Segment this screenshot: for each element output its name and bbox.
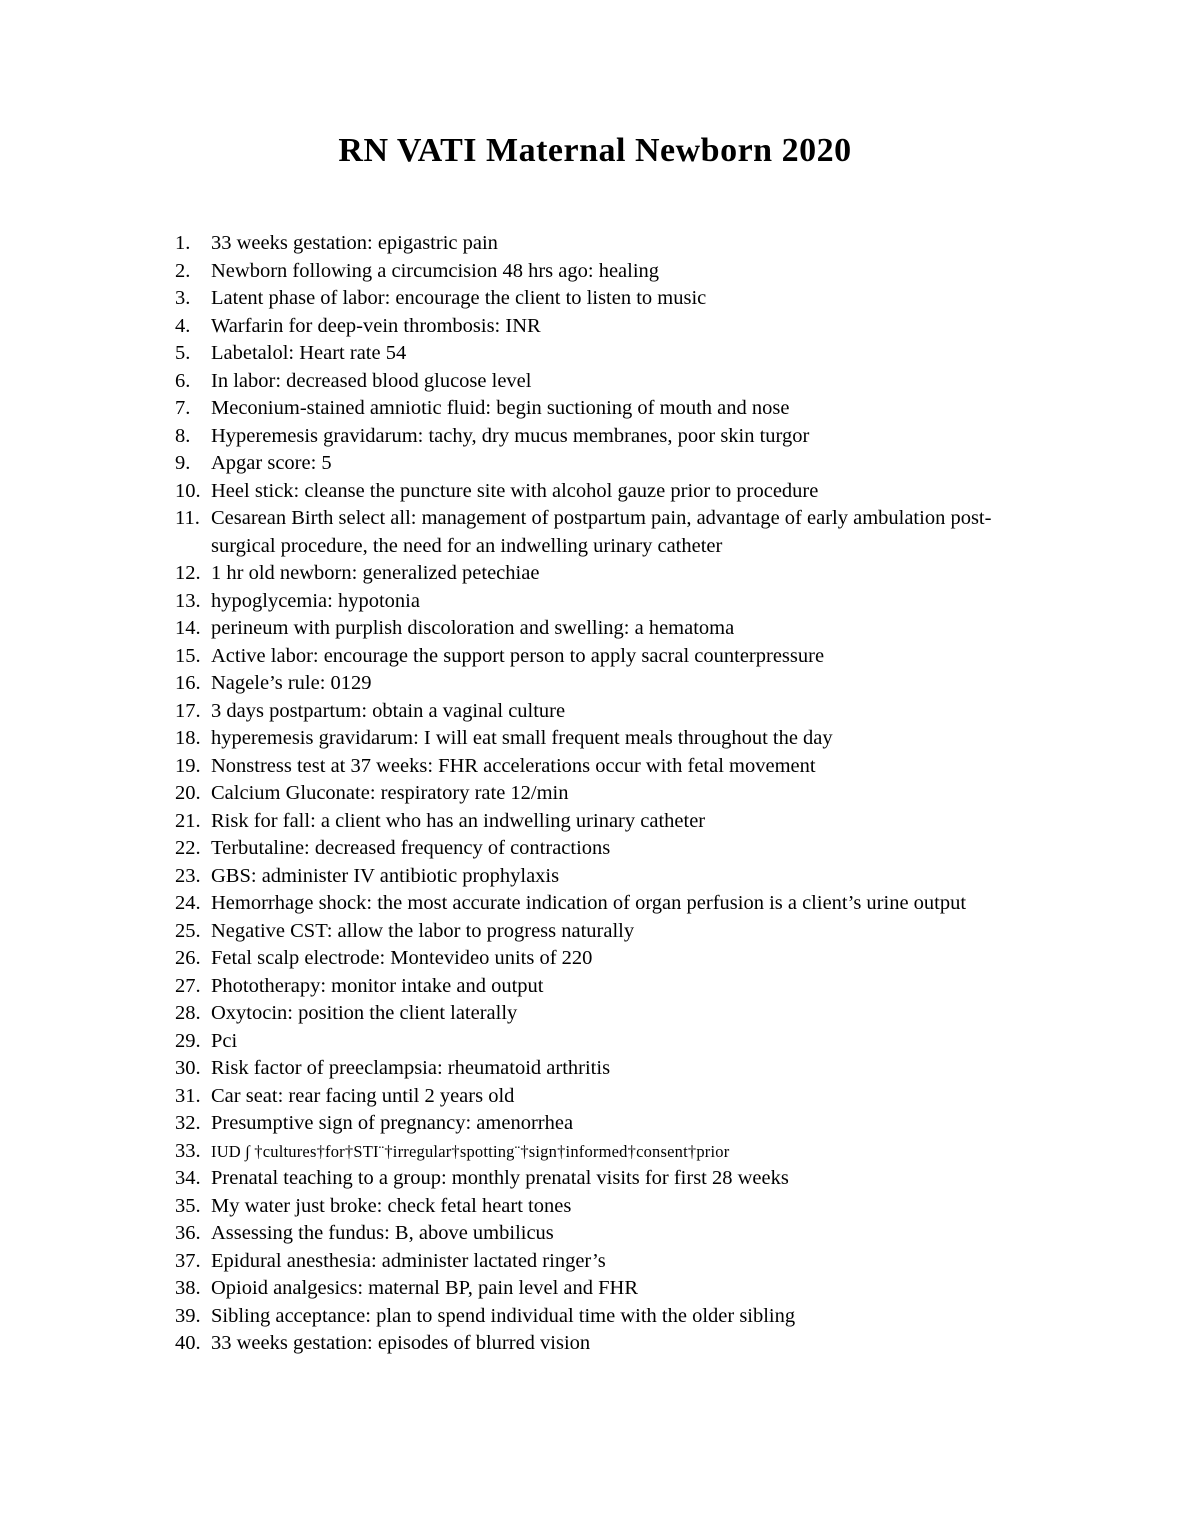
list-item-text: Oxytocin: position the client laterally <box>211 1002 518 1024</box>
list-item-number: 20. <box>175 782 201 804</box>
list-item-number: 9. <box>175 452 191 474</box>
list-item-number: 1. <box>175 232 191 254</box>
list-item <box>175 1248 1035 1276</box>
list-item-text: Active labor: encourage the support person to apply sacral counterpressure <box>211 644 825 667</box>
list-item-number: 35. <box>175 1194 201 1217</box>
list-item <box>175 1055 1035 1083</box>
list-item <box>175 753 1035 781</box>
list-item-text: Pci <box>211 1029 238 1052</box>
list-item <box>175 560 1035 588</box>
list-item <box>175 1275 1035 1303</box>
list-item-text: Hyperemesis gravidarum: tachy, dry mucus membranes, poor skin turgor <box>211 424 810 447</box>
list-item <box>175 340 1035 368</box>
list-item-text: Risk for fall: a client who has an indwelling urinary catheter <box>211 809 706 832</box>
list-item-number: 39. <box>175 1304 201 1327</box>
list-item-number: 26. <box>175 947 201 969</box>
list-item <box>175 918 1035 946</box>
list-item <box>175 368 1035 396</box>
list-item <box>175 313 1035 341</box>
list-item-number: 36. <box>175 1222 201 1244</box>
list-item-text: Negative CST: allow the labor to progress naturally <box>211 919 635 942</box>
list-item-text: Warfarin for deep-vein thrombosis: INR <box>211 314 541 337</box>
list-item <box>175 1083 1035 1111</box>
list-item-text: Prenatal teaching to a group: monthly prenatal visits for first 28 weeks <box>211 1167 789 1189</box>
list-item-number: 30. <box>175 1057 201 1079</box>
list-item-number: 40. <box>175 1332 201 1354</box>
list-item-number: 14. <box>175 617 201 639</box>
list-item-text: Nagele’s rule: 0129 <box>211 672 372 694</box>
list-item <box>175 450 1035 478</box>
list-item <box>175 835 1035 863</box>
list-item-number: 22. <box>175 837 201 859</box>
list-item-text: In labor: decreased blood glucose level <box>211 369 532 392</box>
list-item-text: Opioid analgesics: maternal BP, pain level and FHR <box>211 1277 639 1299</box>
list-item-number: 17. <box>175 699 201 722</box>
list-item <box>175 588 1035 616</box>
list-item <box>175 863 1035 891</box>
list-item-number: 28. <box>175 1002 201 1024</box>
list-item-text: Hemorrhage shock: the most accurate indication of organ perfusion is a client’s urine output <box>211 892 967 914</box>
list-item <box>175 478 1035 506</box>
list-item-text: Cesarean Birth select all: management of postpartum pain, advantage of early ambulation post-surgical procedure, the need for an indwelling urinary catheter <box>211 507 992 557</box>
list-item-number: 5. <box>175 342 191 364</box>
list-item-text: Labetalol: Heart rate 54 <box>211 342 407 364</box>
list-item-text: 33 weeks gestation: episodes of blurred vision <box>211 1332 591 1354</box>
list-item-number: 27. <box>175 974 201 997</box>
list-item-text: My water just broke: check fetal heart tones <box>211 1194 572 1217</box>
list-item-text: 1 hr old newborn: generalized petechiae <box>211 562 540 584</box>
list-item <box>175 1193 1035 1221</box>
list-item-number: 3. <box>175 287 191 309</box>
list-item <box>175 285 1035 313</box>
list-item-number: 25. <box>175 919 201 942</box>
list-item-text: Risk factor of preeclampsia: rheumatoid arthritis <box>211 1057 611 1079</box>
list-item-number: 34. <box>175 1167 201 1189</box>
list-item-text: IUD ∫ †cultures†for†STI¨†irregular†spotting¨†sign†informed†consent†prior <box>211 1141 730 1161</box>
list-item-number: 11. <box>175 507 200 529</box>
list-item <box>175 1330 1035 1358</box>
list-item-number: 32. <box>175 1112 201 1134</box>
list-item-text: Terbutaline: decreased frequency of contractions <box>211 837 611 859</box>
list-item-text: Fetal scalp electrode: Montevideo units of 220 <box>211 947 593 969</box>
list-item-text: perineum with purplish discoloration and swelling: a hematoma <box>211 617 735 639</box>
list-item <box>175 1303 1035 1331</box>
list-item-number: 16. <box>175 672 201 694</box>
list-item <box>175 890 1035 918</box>
list-item <box>175 725 1035 753</box>
list-item-number: 15. <box>175 644 201 667</box>
list-item-text: Epidural anesthesia: administer lactated ringer’s <box>211 1249 606 1272</box>
list-item-text: hyperemesis gravidarum: I will eat small frequent meals throughout the day <box>211 727 833 749</box>
list-item <box>175 643 1035 671</box>
list-item <box>175 395 1035 423</box>
list-item-number: 2. <box>175 259 191 282</box>
list-item-text: 3 days postpartum: obtain a vaginal culture <box>211 699 566 722</box>
list-item-number: 29. <box>175 1029 201 1052</box>
list-item <box>175 1138 1035 1166</box>
list-item <box>175 1165 1035 1193</box>
list-item-number: 6. <box>175 369 191 392</box>
list-item <box>175 258 1035 286</box>
list-item <box>175 808 1035 836</box>
list-item-text: Nonstress test at 37 weeks: FHR accelerations occur with fetal movement <box>211 754 816 777</box>
numbered-list <box>0 230 1190 1358</box>
list-item-number: 33. <box>175 1139 201 1162</box>
list-item-text: Calcium Gluconate: respiratory rate 12/min <box>211 782 569 804</box>
list-item-text: Newborn following a circumcision 48 hrs ago: healing <box>211 259 660 282</box>
list-item-text: 33 weeks gestation: epigastric pain <box>211 232 498 254</box>
document-title: RN VATI Maternal Newborn 2020 <box>338 132 852 169</box>
list-item-text: Car seat: rear facing until 2 years old <box>211 1084 515 1107</box>
list-item-number: 37. <box>175 1249 201 1272</box>
list-item-number: 10. <box>175 479 201 502</box>
list-item-text: Phototherapy: monitor intake and output <box>211 974 544 997</box>
list-item-text: Assessing the fundus: B, above umbilicus <box>211 1222 554 1244</box>
list-item <box>175 615 1035 643</box>
list-item-number: 24. <box>175 892 201 914</box>
list-item-number: 12. <box>175 562 201 584</box>
list-item-text: Meconium-stained amniotic fluid: begin suctioning of mouth and nose <box>211 397 790 419</box>
list-item-text: Apgar score: 5 <box>211 452 332 474</box>
list-item-number: 31. <box>175 1084 201 1107</box>
list-item-text: hypoglycemia: hypotonia <box>211 589 420 612</box>
list-item <box>175 973 1035 1001</box>
list-item-number: 7. <box>175 397 191 419</box>
list-item-number: 19. <box>175 754 201 777</box>
list-item-text: Heel stick: cleanse the puncture site with alcohol gauze prior to procedure <box>211 479 819 502</box>
list-item-text: Latent phase of labor: encourage the client to listen to music <box>211 287 707 309</box>
list-item <box>175 780 1035 808</box>
list-item-number: 18. <box>175 727 201 749</box>
list-item <box>175 423 1035 451</box>
list-item <box>175 1110 1035 1138</box>
list-item-text: GBS: administer IV antibiotic prophylaxis <box>211 864 560 887</box>
list-item-text: Presumptive sign of pregnancy: amenorrhea <box>211 1112 574 1134</box>
list-item-number: 4. <box>175 314 191 337</box>
list-item <box>175 505 1035 560</box>
list-item-number: 8. <box>175 424 191 447</box>
list-item <box>175 945 1035 973</box>
list-item-number: 23. <box>175 864 201 887</box>
list-item <box>175 698 1035 726</box>
list-item-number: 38. <box>175 1277 201 1299</box>
list-item <box>175 1028 1035 1056</box>
list-item-number: 21. <box>175 809 201 832</box>
list-item <box>175 1000 1035 1028</box>
list-item <box>175 1220 1035 1248</box>
list-item <box>175 230 1035 258</box>
list-item-text: Sibling acceptance: plan to spend individual time with the older sibling <box>211 1304 796 1327</box>
list-item <box>175 670 1035 698</box>
list-item-number: 13. <box>175 589 201 612</box>
